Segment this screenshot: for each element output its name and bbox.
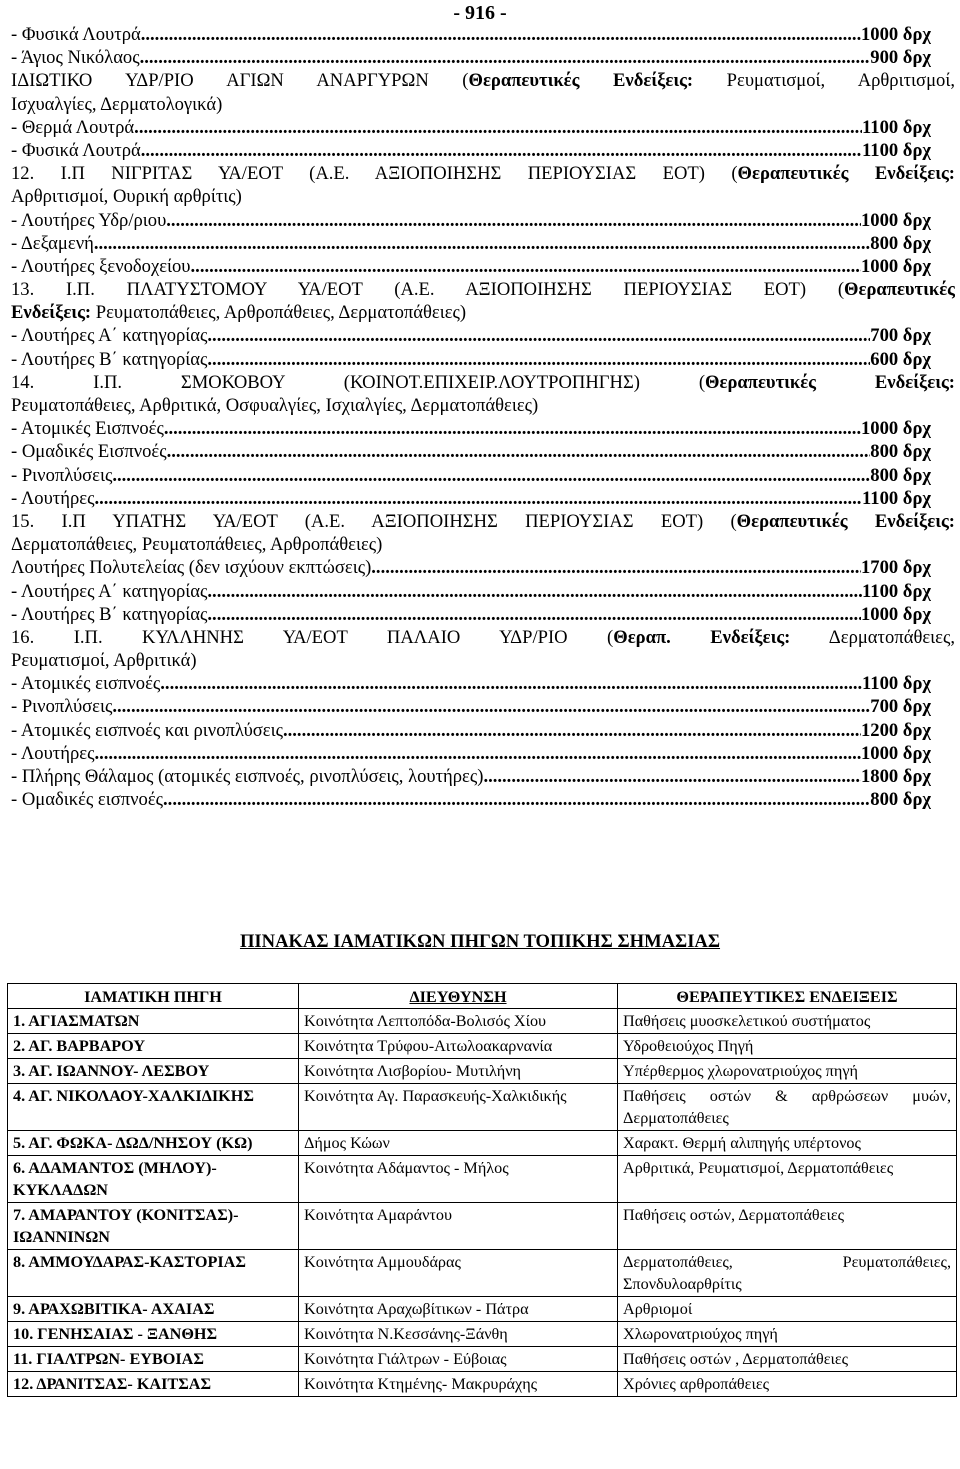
table-header-row (8, 984, 957, 1009)
entry-price: 1700 δρχ (860, 557, 931, 579)
text-line: Αρθριτισμοί, Ουρική αρθρίτις) (11, 186, 242, 208)
dot-leader (112, 695, 870, 718)
entry-label: - Λουτήρες (11, 487, 95, 509)
entry-label: - Λουτήρες Α΄ κατηγορίας (11, 325, 208, 347)
cell-address: Κοινότητα Αραχωβίτικων - Πάτρα (299, 1297, 618, 1322)
text-line: Ρευματοπάθειες, Αρθριτικά, Οσφυαλγίες, Ισχιαλγίες, Δερματοπάθειες) (11, 395, 539, 416)
dot-leader (160, 672, 862, 695)
table-row (8, 1009, 957, 1034)
price-entry (11, 324, 931, 347)
price-entry (11, 788, 931, 811)
heading-pre: 13. Ι.Π. ΠΛΑΤΥΣΤΟΜΟΥ ΥΑ/ΕΟΤ (Α.Ε. ΑΞΙΟΠΟΙΗΣΗΣ ΠΕΡΙΟΥΣΙΑΣ ΕΟΤ) ( (11, 279, 845, 301)
entry-label: - Πλήρης Θάλαμος (ατομικές εισπνοές, ρινοπλύσεις, λουτήρες) (11, 766, 484, 787)
entry-price: 800 δρχ (870, 232, 931, 254)
table-row (8, 1059, 957, 1084)
entry-price: 1000 δρχ (860, 603, 931, 625)
cell-address: Κοινότητα Αμαράντου (299, 1203, 618, 1250)
price-entry (11, 440, 931, 463)
cell-indications: Υπέρθερμος χλωρονατριούχος πηγή (618, 1059, 957, 1084)
cell-indications: Χλωρονατριούχος πηγή (618, 1322, 957, 1347)
heading-line (11, 626, 955, 649)
price-entry (11, 417, 931, 440)
entry-label: - Ομαδικές Εισπνοές (11, 441, 167, 463)
cell-address: Κοινότητα Αμμουδάρας (299, 1250, 618, 1297)
cell-address: Κοινότητα Κτημένης- Μακρυράχης (299, 1372, 618, 1397)
entry-price: 1200 δρχ (860, 719, 931, 741)
cell-spring: 9. ΑΡΑΧΩΒΙΤΙΚΑ- ΑΧΑΙΑΣ (8, 1297, 299, 1322)
price-entry (11, 255, 931, 278)
entry-price: 1100 δρχ (862, 139, 931, 161)
heading-pre: 15. Ι.Π ΥΠΑΤΗΣ ΥΑ/ΕΟΤ (Α.Ε. ΑΞΙΟΠΟΙΗΣΗΣ ΠΕΡΙΟΥΣΙΑΣ ΕΟΤ) ( (11, 510, 737, 532)
price-entry (11, 209, 931, 232)
cell-spring: 6. ΑΔΑΜΑΝΤΟΣ (ΜΗΛΟΥ)-ΚΥΚΛΑΔΩΝ (8, 1156, 299, 1203)
entry-label: - Ατομικές εισπνοές και ρινοπλύσεις (11, 719, 283, 741)
heading-pre: 16. Ι.Π. ΚΥΛΛΗΝΗΣ ΥΑ/ΕΟΤ ΠΑΛΑΙΟ ΥΔΡ/ΡΙΟ ( (11, 626, 614, 648)
heading-bold: Θεραπευτικές Ενδείξεις: (705, 371, 955, 393)
cell-spring: 4. ΑΓ. ΝΙΚΟΛΑΟΥ-ΧΑΛΚΙΔΙΚΗΣ (8, 1084, 299, 1131)
entry-price: 1000 δρχ (860, 209, 931, 231)
cell-address: Δήμος Κώων (299, 1131, 618, 1156)
heading-line (11, 69, 955, 92)
cell-spring: 5. ΑΓ. ΦΩΚΑ- ΔΩΔ/ΝΗΣΟΥ (ΚΩ) (8, 1131, 299, 1156)
cell-indications: Παθήσεις μυοσκελετικού συστήματος (618, 1009, 957, 1034)
cell-address: Κοινότητα Τρύφου-Αιτωλοακαρνανία (299, 1034, 618, 1059)
heading-post: Ρευματοπάθειες, Αρθροπάθειες, Δερματοπάθειες) (91, 302, 467, 324)
dot-leader (483, 765, 861, 788)
entry-price: 600 δρχ (870, 348, 931, 370)
cell-spring: 12. ΔΡΑΝΙΤΣΑΣ- ΚΑΙΤΣΑΣ (8, 1372, 299, 1397)
table-row (8, 1156, 957, 1203)
text-line: Ρευματισμοί, Αρθριτικά) (11, 650, 197, 672)
entry-price: 800 δρχ (870, 441, 931, 463)
cell-spring: 8. ΑΜΜΟΥΔΑΡΑΣ-ΚΑΣΤΟΡΙΑΣ (8, 1250, 299, 1297)
entry-price: 1800 δρχ (860, 766, 931, 787)
heading-line (11, 278, 955, 301)
price-entry (11, 464, 931, 487)
price-entry (11, 46, 931, 69)
table-row (8, 1347, 957, 1372)
heading-bold: Θεραπευτικές Ενδείξεις: (736, 510, 955, 532)
cell-spring: 1. ΑΓΙΑΣΜΑΤΩΝ (8, 1009, 299, 1034)
heading-bold: Θεραπευτικές (844, 279, 955, 301)
cell-indications: Δερματοπάθειες, Ρευματοπάθειες, Σπονδυλοαρθρίτις (618, 1250, 957, 1297)
cell-indications: Παθήσεις οστών, Δερματοπάθειες (618, 1203, 957, 1250)
cell-indications: Αρθριτικά, Ρευματισμοί, Δερματοπάθειες (618, 1156, 957, 1203)
entry-label: - Ρινοπλύσεις (11, 464, 113, 486)
price-entry (11, 139, 931, 162)
page-number: - 916 - (453, 2, 507, 24)
dot-leader (164, 417, 861, 440)
dot-leader (94, 742, 861, 765)
dot-leader (134, 116, 862, 139)
cell-indications: Χαρακτ. Θερμή αλιπηγής υπέρτονος (618, 1131, 957, 1156)
price-entry (11, 23, 931, 46)
table-row (8, 1131, 957, 1156)
dot-leader (94, 232, 870, 255)
header-address: ΔΙΕΥΘΥΝΣΗ (299, 984, 618, 1009)
table-row (8, 1297, 957, 1322)
entry-price: 700 δρχ (870, 696, 931, 718)
entry-price: 800 δρχ (870, 789, 931, 811)
table-row (8, 1372, 957, 1397)
cell-indications: Αρθριομοί (618, 1297, 957, 1322)
table-row (8, 1322, 957, 1347)
price-entry (11, 348, 931, 371)
entry-label: - Άγιος Νικόλαος (11, 47, 140, 69)
heading-pre: 14. Ι.Π. ΣΜΟΚΟΒΟΥ (ΚΟΙΝΟΤ.ΕΠΙΧΕΙΡ.ΛΟΥΤΡΟΠΗΓΗΣ) ( (11, 371, 706, 393)
header-indications: ΘΕΡΑΠΕΥΤΙΚΕΣ ΕΝΔΕΙΞΕΙΣ (618, 984, 957, 1009)
price-entry (11, 116, 931, 139)
cell-spring: 7. ΑΜΑΡΑΝΤΟΥ (ΚΟΝΙΤΣΑΣ)-ΙΩΑΝΝΙΝΩΝ (8, 1203, 299, 1250)
dot-leader (141, 139, 862, 162)
entry-price: 1100 δρχ (862, 116, 931, 138)
heading-post: Δερματοπάθειες, (790, 626, 955, 648)
entry-label: - Δεξαμενή (11, 232, 94, 254)
cell-address: Κοινότητα Αγ. Παρασκευής-Χαλκιδικής (299, 1084, 618, 1131)
entry-price: 800 δρχ (870, 464, 931, 486)
price-entry (11, 742, 931, 765)
entry-label: - Λουτήρες Υδρ/ριου (11, 209, 167, 231)
entry-price: 1100 δρχ (862, 487, 931, 509)
text-line: Δερματοπάθειες, Ρευματοπάθειες, Αρθροπάθειες) (11, 534, 383, 556)
dot-leader (163, 788, 870, 811)
entry-label: - Ρινοπλύσεις (11, 696, 113, 718)
table-row (8, 1250, 957, 1297)
entry-label: - Λουτήρες ξενοδοχείου (11, 255, 191, 277)
price-entry (11, 232, 931, 255)
entry-label: - Φυσικά Λουτρά (11, 24, 141, 45)
heading-line (11, 510, 955, 533)
price-entry (11, 672, 931, 695)
cell-indications: Παθήσεις οστών , Δερματοπάθειες (618, 1347, 957, 1372)
entry-price: 1000 δρχ (860, 255, 931, 277)
dot-leader (371, 556, 861, 579)
entry-price: 900 δρχ (870, 47, 931, 69)
entry-label: - Λουτήρες Β΄ κατηγορίας (11, 603, 208, 625)
dot-leader (191, 255, 861, 278)
cell-indications: Χρόνιες αρθροπάθειες (618, 1372, 957, 1397)
dot-leader (94, 487, 862, 510)
header-spring: ΙΑΜΑΤΙΚΗ ΠΗΓΗ (8, 984, 299, 1009)
entry-label: Λουτήρες Πολυτελείας (δεν ισχύουν εκπτώσεις) (11, 557, 372, 579)
dot-leader (207, 580, 862, 603)
entry-label: - Θερμά Λουτρά (11, 116, 135, 138)
price-entry (11, 580, 931, 603)
price-entry (11, 719, 931, 742)
cell-spring: 2. ΑΓ. ΒΑΡΒΑΡΟΥ (8, 1034, 299, 1059)
entry-label: - Λουτήρες (11, 742, 95, 764)
cell-address: Κοινότητα Ν.Κεσσάνης-Ξάνθη (299, 1322, 618, 1347)
price-entry (11, 556, 931, 579)
cell-spring: 10. ΓΕΝΗΣΑΙΑΣ - ΞΑΝΘΗΣ (8, 1322, 299, 1347)
heading-line (11, 371, 955, 394)
heading-bold: Θεραπ. Ενδείξεις: (613, 626, 791, 648)
price-entry (11, 603, 931, 626)
entry-label: - Ατομικές εισπνοές (11, 673, 161, 695)
table-row (8, 1203, 957, 1250)
entry-price: 1000 δρχ (860, 24, 931, 45)
springs-table (7, 983, 957, 1397)
entry-label: - Ατομικές Εισπνοές (11, 418, 164, 440)
price-list (11, 23, 955, 811)
price-entry (11, 765, 931, 788)
price-entry (11, 695, 931, 718)
dot-leader (283, 719, 861, 742)
heading-bold: Θεραπευτικές Ενδείξεις: (737, 163, 955, 185)
dot-leader (141, 23, 861, 46)
text-line: Ισχυαλγίες, Δερματολογικά) (11, 93, 223, 115)
cell-spring: 11. ΓΙΑΛΤΡΩΝ- ΕΥΒΟΙΑΣ (8, 1347, 299, 1372)
dot-leader (112, 464, 870, 487)
entry-price: 1000 δρχ (860, 742, 931, 764)
entry-price: 1000 δρχ (860, 418, 931, 440)
heading-pre: ΙΔΙΩΤΙΚΟ ΥΔΡ/ΡΙΟ ΑΓΙΩΝ ΑΝΑΡΓΥΡΩΝ ( (11, 70, 469, 92)
entry-price: 1100 δρχ (862, 580, 931, 602)
price-entry (11, 487, 931, 510)
heading-bold: Ενδείξεις: (11, 302, 92, 324)
dot-leader (207, 603, 861, 626)
dot-leader (166, 209, 861, 232)
entry-label: - Ομαδικές εισπνοές (11, 789, 164, 811)
dot-leader (167, 440, 871, 463)
cell-spring: 3. ΑΓ. ΙΩΑΝΝΟΥ- ΛΕΣΒΟΥ (8, 1059, 299, 1084)
heading-line (11, 162, 955, 185)
heading-bold: Θεραπευτικές Ενδείξεις: (468, 70, 694, 92)
cell-address: Κοινότητα Γιάλτρων - Εύβοιας (299, 1347, 618, 1372)
cell-address: Κοινότητα Λισβορίου- Μυτιλήνη (299, 1059, 618, 1084)
dot-leader (207, 348, 870, 371)
table-row (8, 1034, 957, 1059)
cell-indications: Υδροθειούχος Πηγή (618, 1034, 957, 1059)
entry-price: 1100 δρχ (862, 673, 931, 695)
heading-pre: 12. Ι.Π ΝΙΓΡΙΤΑΣ ΥΑ/ΕΟΤ (Α.Ε. ΑΞΙΟΠΟΙΗΣΗΣ ΠΕΡΙΟΥΣΙΑΣ ΕΟΤ) ( (11, 163, 738, 185)
entry-price: 700 δρχ (870, 325, 931, 347)
heading-post: Ρευματισμοί, Αρθριτισμοί, (693, 70, 955, 92)
heading-line (11, 301, 955, 324)
table-row (8, 1084, 957, 1131)
entry-label: - Λουτήρες Β΄ κατηγορίας (11, 348, 208, 370)
entry-label: - Λουτήρες Α΄ κατηγορίας (11, 580, 208, 602)
dot-leader (140, 46, 871, 69)
entry-label: - Φυσικά Λουτρά (11, 139, 141, 161)
cell-address: Κοινότητα Λεπτοπόδα-Βολισός Χίου (299, 1009, 618, 1034)
cell-indications: Παθήσεις οστών & αρθρώσεων μυών, Δερματοπάθειες (618, 1084, 957, 1131)
table-title: ΠΙΝΑΚΑΣ ΙΑΜΑΤΙΚΩΝ ΠΗΓΩΝ ΤΟΠΙΚΗΣ ΣΗΜΑΣΙΑΣ (239, 931, 721, 952)
dot-leader (207, 324, 870, 347)
cell-address: Κοινότητα Αδάμαντος - Μήλος (299, 1156, 618, 1203)
